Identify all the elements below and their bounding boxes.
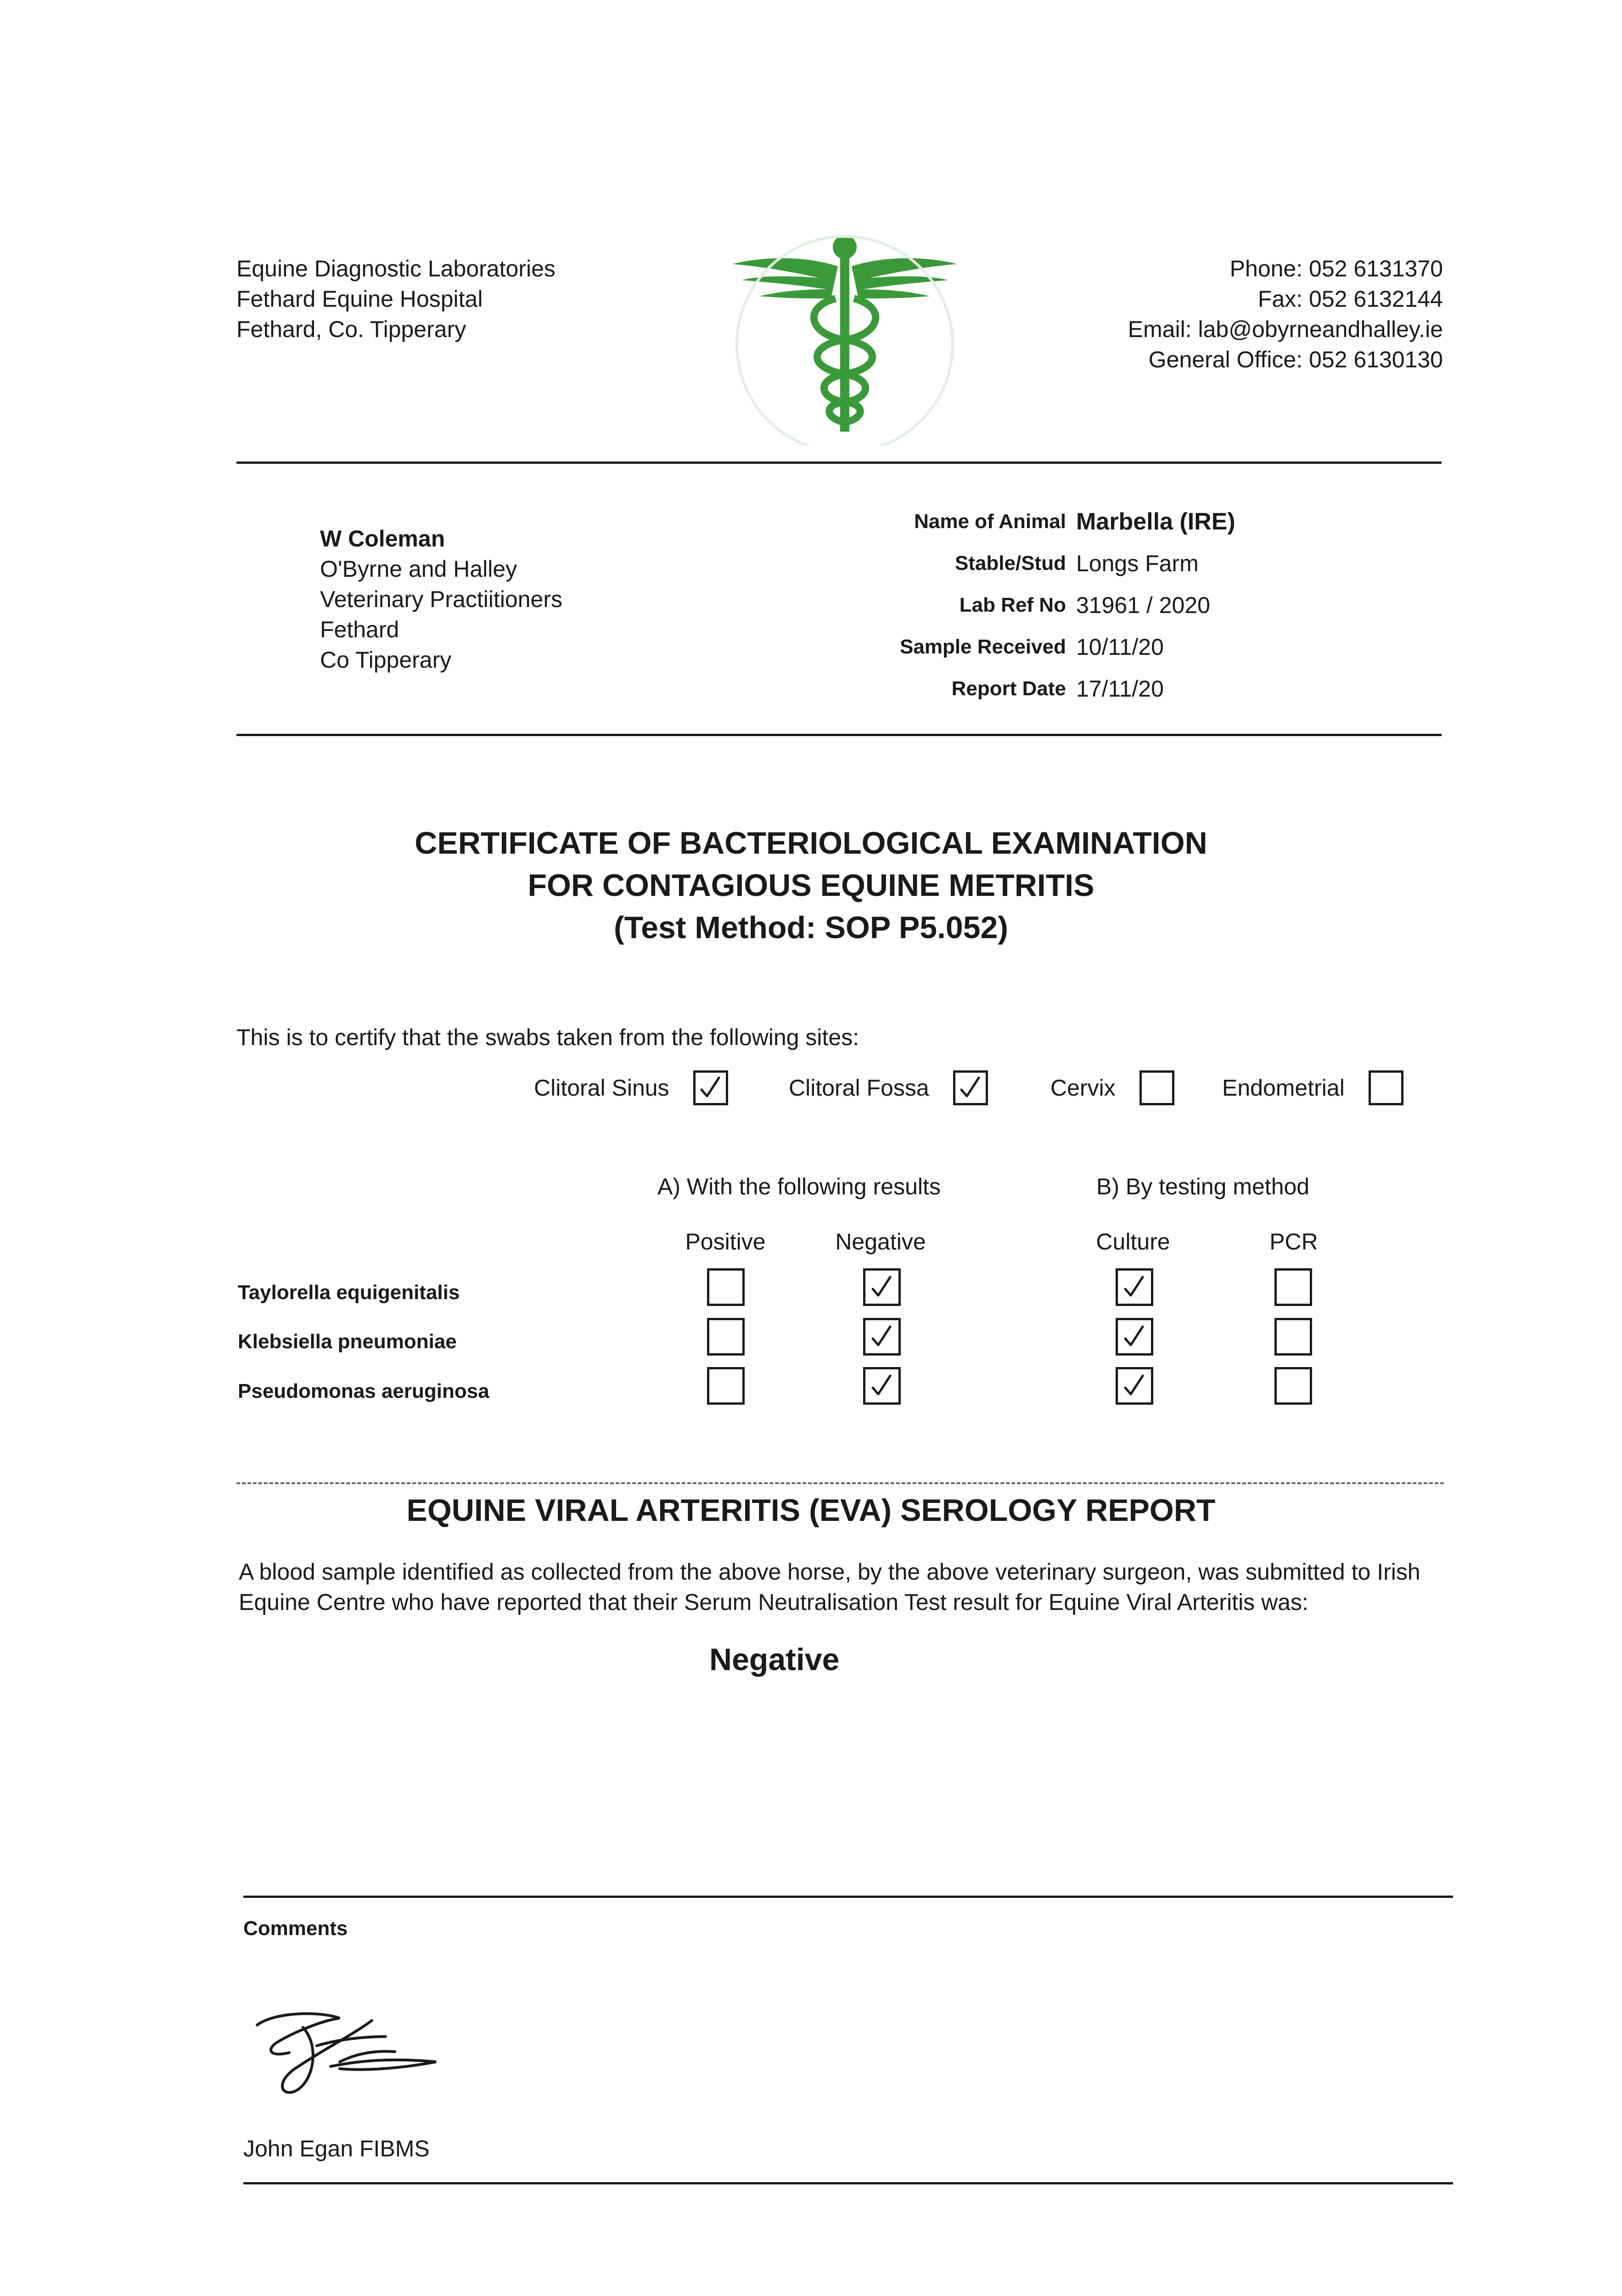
sample-received-value: 10/11/20 (1076, 634, 1164, 660)
site-label: Cervix (1050, 1075, 1116, 1101)
info-row (900, 626, 1235, 668)
animal-name-value: Marbella (IRE) (1076, 508, 1235, 535)
organism-name: Klebsiella pneumoniae (238, 1330, 457, 1353)
positive-checkbox[interactable] (707, 1367, 745, 1405)
checkmark-icon (868, 1323, 896, 1351)
checkmark-icon (868, 1273, 896, 1301)
divider (236, 734, 1442, 736)
recipient-name: W Coleman (320, 526, 445, 551)
checkmark-icon (868, 1372, 896, 1400)
site-checkbox[interactable] (1369, 1070, 1403, 1105)
title-line: (Test Method: SOP P5.052) (614, 910, 1008, 945)
comments-label: Comments (243, 1917, 348, 1940)
title-line: CERTIFICATE OF BACTERIOLOGICAL EXAMINATION (415, 826, 1207, 861)
culture-checkbox[interactable] (1116, 1268, 1153, 1306)
positive-checkbox[interactable] (707, 1268, 745, 1306)
animal-info-table (900, 501, 1235, 709)
checkmark-icon (957, 1074, 984, 1102)
site-label: Endometrial (1222, 1075, 1345, 1101)
site-cervix (1050, 1068, 1174, 1108)
info-row (900, 668, 1235, 709)
checkmark-icon (1121, 1323, 1148, 1351)
site-label: Clitoral Sinus (534, 1075, 669, 1101)
checkmark-icon (697, 1074, 724, 1102)
recipient-line: Co Tipperary (320, 647, 452, 673)
pcr-checkbox[interactable] (1274, 1367, 1312, 1405)
contact-details (1128, 253, 1443, 375)
culture-checkbox[interactable] (1116, 1318, 1153, 1356)
negative-checkbox[interactable] (863, 1367, 901, 1405)
pcr-checkbox[interactable] (1274, 1318, 1312, 1356)
negative-checkbox[interactable] (863, 1268, 901, 1306)
recipient-line: Veterinary Practiitioners (320, 586, 563, 612)
info-label: Name of Animal (914, 510, 1066, 533)
info-row (900, 501, 1235, 542)
site-checkbox[interactable] (1139, 1070, 1174, 1105)
pcr-checkbox[interactable] (1274, 1268, 1312, 1306)
handwritten-signature-icon (248, 1993, 455, 2103)
title-line: FOR CONTAGIOUS EQUINE METRITIS (528, 868, 1094, 903)
email-line: Email: lab@obyrneandhalley.ie (1128, 316, 1443, 342)
method-header: B) By testing method (1096, 1174, 1310, 1199)
eva-title: EQUINE VIRAL ARTERITIS (EVA) SEROLOGY REPORT (406, 1493, 1216, 1528)
recipient-line: O'Byrne and Halley (320, 556, 517, 582)
eva-description: A blood sample identified as collected from the above horse, by the above veterinary surgeon, was submitted to Irish Equine Centre who have reported that their Serum Neutralisation Test result for Equine Viral Arteritis was: (239, 1559, 1420, 1615)
site-label: Clitoral Fossa (789, 1075, 929, 1101)
info-row (900, 584, 1235, 626)
organism-name: Pseudomonas aeruginosa (238, 1380, 489, 1402)
info-label: Report Date (951, 677, 1066, 700)
organism-name: Taylorella equigenitalis (238, 1281, 460, 1304)
lab-address (236, 253, 556, 344)
divider (236, 461, 1442, 464)
certify-statement: This is to certify that the swabs taken from the following sites: (236, 1024, 859, 1050)
eva-result: Negative (709, 1642, 840, 1677)
negative-checkbox[interactable] (863, 1318, 901, 1356)
site-clitoral-sinus (534, 1068, 728, 1108)
checkmark-icon (1121, 1372, 1148, 1400)
report-date-value: 17/11/20 (1076, 675, 1164, 702)
checkmark-icon (1121, 1273, 1148, 1301)
info-label: Lab Ref No (959, 593, 1066, 616)
lab-address-line: Equine Diagnostic Laboratories (236, 256, 556, 281)
divider (243, 1896, 1453, 1898)
results-header: A) With the following results (657, 1174, 941, 1199)
column-header-negative: Negative (835, 1229, 926, 1255)
recipient-line: Fethard (320, 617, 399, 642)
info-label: Stable/Stud (954, 551, 1066, 574)
lab-address-line: Fethard, Co. Tipperary (236, 316, 466, 342)
column-header-culture: Culture (1096, 1229, 1170, 1255)
general-office-line: General Office: 052 6130130 (1148, 347, 1443, 372)
column-header-pcr: PCR (1269, 1229, 1318, 1255)
stable-value: Longs Farm (1076, 550, 1199, 576)
positive-checkbox[interactable] (707, 1318, 745, 1356)
caduceus-logo-icon (728, 230, 962, 445)
divider (243, 2182, 1453, 2184)
site-clitoral-fossa (789, 1068, 988, 1108)
info-row (900, 542, 1235, 584)
column-header-positive: Positive (685, 1229, 766, 1255)
dashed-divider (236, 1482, 1444, 1484)
site-checkbox[interactable] (693, 1070, 728, 1105)
lab-address-line: Fethard Equine Hospital (236, 286, 483, 312)
signer-name: John Egan FIBMS (243, 2136, 430, 2161)
culture-checkbox[interactable] (1116, 1367, 1153, 1405)
certificate-title (0, 822, 1622, 949)
lab-ref-value: 31961 / 2020 (1076, 592, 1210, 618)
site-checkbox[interactable] (953, 1070, 988, 1105)
fax-line: Fax: 052 6132144 (1257, 286, 1443, 312)
site-endometrial (1222, 1068, 1403, 1108)
recipient-address (320, 523, 562, 675)
phone-line: Phone: 052 6131370 (1229, 256, 1443, 281)
info-label: Sample Received (900, 635, 1066, 658)
